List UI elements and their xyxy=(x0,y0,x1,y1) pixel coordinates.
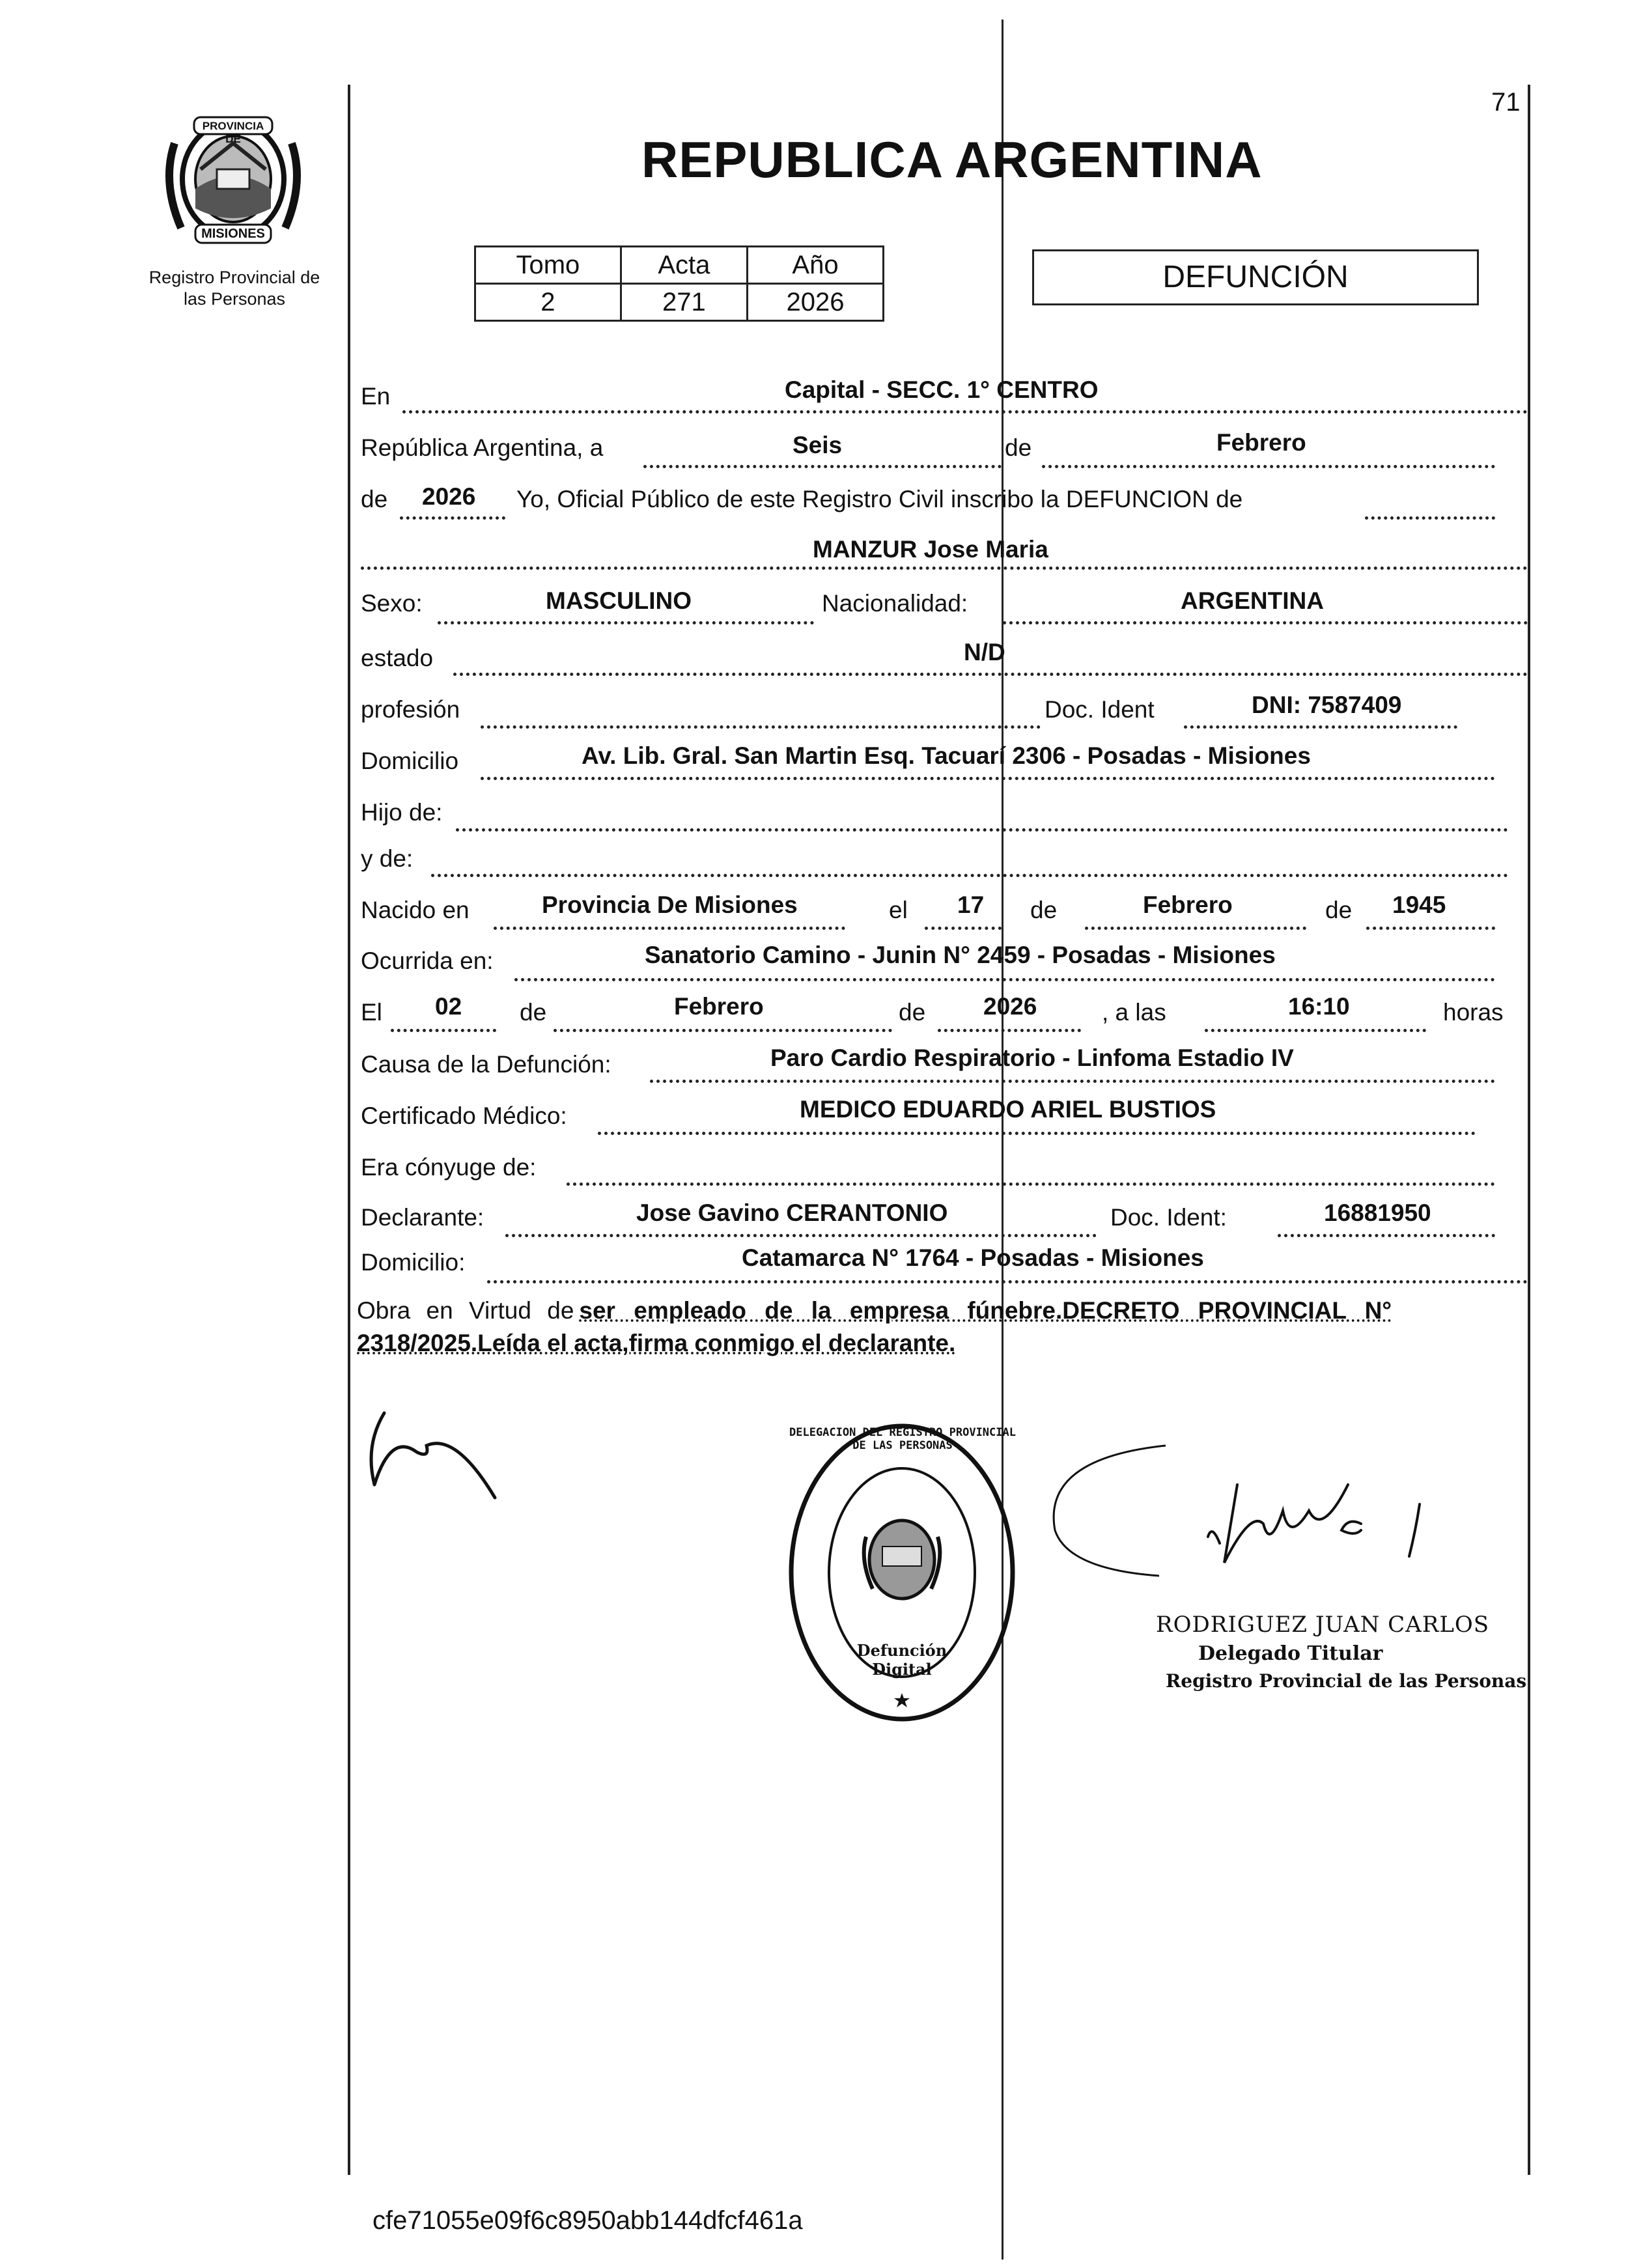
name-dots xyxy=(361,567,1528,570)
year-value: 2026 xyxy=(422,483,476,510)
obra-block xyxy=(357,1295,1529,1360)
death-day-dots xyxy=(391,1029,496,1032)
logo-caption-line1: Registro Provincial de xyxy=(148,268,320,287)
el-label: el xyxy=(889,897,908,923)
certificado-dots xyxy=(598,1132,1476,1135)
page-number: 71 xyxy=(1491,88,1521,117)
decl-doc-label: Doc. Ident: xyxy=(1110,1204,1227,1231)
a-las-label: , a las xyxy=(1102,999,1166,1026)
certificado-value: MEDICO EDUARDO ARIEL BUSTIOS xyxy=(800,1096,1216,1123)
center-fold-line xyxy=(1002,20,1003,2260)
doc-ident-label: Doc. Ident xyxy=(1045,696,1155,723)
en-dots xyxy=(402,410,1528,413)
estado-label: estado xyxy=(361,645,434,671)
logo-caption xyxy=(130,267,339,310)
month-dots xyxy=(1042,465,1495,468)
province-logo xyxy=(155,104,311,254)
certificado-label: Certificado Médico: xyxy=(361,1102,567,1129)
official-signature xyxy=(1029,1420,1485,1628)
declarante-dots xyxy=(505,1234,1097,1237)
causa-label: Causa de la Defunción: xyxy=(361,1051,611,1078)
decl-doc-value: 16881950 xyxy=(1324,1199,1431,1226)
right-margin-line xyxy=(1528,85,1530,2175)
record-table-header: Año xyxy=(747,247,883,284)
stamp-ring-text: DELEGACION DEL REGISTRO PROVINCIAL DE LAS PERSONAS xyxy=(789,1426,1016,1452)
death-day: 02 xyxy=(435,993,462,1020)
record-type-box: DEFUNCIÓN xyxy=(1032,249,1479,305)
nacido-value: Provincia De Misiones xyxy=(542,891,798,918)
nacionalidad-label: Nacionalidad: xyxy=(822,590,968,617)
birth-year: 1945 xyxy=(1392,891,1446,918)
declarant-signature xyxy=(358,1393,514,1511)
declarante-value: Jose Gavino CERANTONIO xyxy=(636,1199,948,1226)
document-hash: cfe71055e09f6c8950abb144dfcf461a xyxy=(372,2206,803,2235)
declarante-label: Declarante: xyxy=(361,1204,484,1231)
y-de-dots xyxy=(431,874,1508,877)
birth-day-dots xyxy=(925,927,1002,930)
en-label: En xyxy=(361,383,391,410)
inscribo-text: Yo, Oficial Público de este Registro Civil inscribo la DEFUNCION de xyxy=(516,486,1243,512)
ocurrida-label: Ocurrida en: xyxy=(361,947,494,974)
record-table-header: Tomo xyxy=(475,247,621,284)
tomo-value: 2 xyxy=(475,284,621,321)
sexo-dots xyxy=(438,621,814,624)
doc-ident-value: DNI: 7587409 xyxy=(1252,692,1402,718)
logo-text-bottom: MISIONES xyxy=(201,227,265,241)
republica-label: República Argentina, a xyxy=(361,434,604,461)
death-time-dots xyxy=(1205,1029,1426,1032)
signer-name: RODRIGUEZ JUAN CARLOS xyxy=(1156,1612,1490,1638)
logo-text-top: PROVINCIA DE xyxy=(202,120,264,145)
death-year: 2026 xyxy=(983,993,1037,1020)
causa-dots xyxy=(650,1080,1495,1083)
year-de-label: de xyxy=(361,486,388,512)
obra-label: Obra en Virtud de xyxy=(357,1297,574,1324)
nacionalidad-dots xyxy=(1003,621,1528,624)
record-table-header: Acta xyxy=(621,247,747,284)
obra-line1 xyxy=(357,1295,1529,1327)
domicilio-label: Domicilio xyxy=(361,748,459,774)
sexo-label: Sexo: xyxy=(361,590,423,617)
obra-value-line1: ser empleado de la empresa fúnebre.DECRETO PROVINCIAL N° xyxy=(579,1297,1392,1324)
birth-de1-label: de xyxy=(1030,897,1058,923)
nacido-dots xyxy=(494,927,845,930)
death-time: 16:10 xyxy=(1288,993,1350,1020)
birth-day: 17 xyxy=(957,891,985,918)
month-value: Febrero xyxy=(1216,429,1306,456)
stamp-inner-text: Defunción Digital xyxy=(856,1641,947,1679)
sexo-value: MASCULINO xyxy=(546,587,692,614)
conyuge-label: Era cónyuge de: xyxy=(361,1154,537,1181)
decl-domicilio-value: Catamarca N° 1764 - Posadas - Misiones xyxy=(742,1244,1204,1271)
record-table-value-row xyxy=(475,284,884,321)
nacido-label: Nacido en xyxy=(361,897,470,923)
acta-value: 271 xyxy=(621,284,747,321)
horas-label: horas xyxy=(1443,999,1504,1026)
record-table-header-row xyxy=(475,247,884,284)
year-dots xyxy=(400,516,505,520)
birth-de2-label: de xyxy=(1325,897,1353,923)
decl-domicilio-label: Domicilio: xyxy=(361,1249,466,1276)
death-month-dots xyxy=(554,1029,892,1032)
logo-caption-line2: las Personas xyxy=(183,289,286,309)
ocurrida-value: Sanatorio Camino - Junin N° 2459 - Posadas - Misiones xyxy=(645,942,1276,968)
deceased-name: MANZUR Jose Maria xyxy=(813,536,1048,563)
de-label: de xyxy=(1005,434,1032,461)
el2-label: El xyxy=(361,999,382,1026)
hijo-dots xyxy=(456,828,1508,832)
birth-month: Febrero xyxy=(1143,891,1233,918)
birth-year-dots xyxy=(1366,927,1495,930)
obra-value-line2: 2318/2025.Leída el acta,firma conmigo el declarante. xyxy=(357,1330,956,1356)
anio-value: 2026 xyxy=(747,284,883,321)
death-de2-label: de xyxy=(899,999,926,1026)
doc-ident-dots xyxy=(1184,725,1457,729)
causa-value: Paro Cardio Respiratorio - Linfoma Estadio IV xyxy=(770,1044,1294,1071)
death-year-dots xyxy=(938,1029,1081,1032)
official-stamp xyxy=(785,1420,1019,1726)
left-margin-line xyxy=(348,85,350,2175)
birth-month-dots xyxy=(1085,927,1306,930)
day-dots xyxy=(643,465,1002,468)
conyuge-dots xyxy=(567,1183,1495,1186)
estado-dots xyxy=(453,673,1528,676)
inscribo-dots xyxy=(1365,516,1495,520)
hijo-label: Hijo de: xyxy=(361,799,443,826)
nacionalidad-value: ARGENTINA xyxy=(1181,587,1324,614)
decl-doc-dots xyxy=(1278,1234,1495,1237)
profesion-dots xyxy=(481,725,1041,729)
en-value: Capital - SECC. 1° CENTRO xyxy=(785,376,1099,403)
day-value: Seis xyxy=(793,432,843,458)
domicilio-dots xyxy=(481,777,1495,780)
death-month: Febrero xyxy=(674,993,764,1020)
profesion-label: profesión xyxy=(361,696,460,723)
y-de-label: y de: xyxy=(361,845,414,872)
decl-domicilio-dots xyxy=(487,1280,1528,1283)
record-table xyxy=(474,245,884,322)
ocurrida-dots xyxy=(514,978,1495,981)
death-de1-label: de xyxy=(520,999,547,1026)
country-title: REPUBLICA ARGENTINA xyxy=(641,131,1263,188)
signer-office: Registro Provincial de las Personas xyxy=(1166,1670,1527,1692)
signer-title: Delegado Titular xyxy=(1198,1642,1383,1665)
domicilio-value: Av. Lib. Gral. San Martin Esq. Tacuarí 2306 - Posadas - Misiones xyxy=(582,742,1311,769)
estado-value: N/D xyxy=(964,639,1005,665)
